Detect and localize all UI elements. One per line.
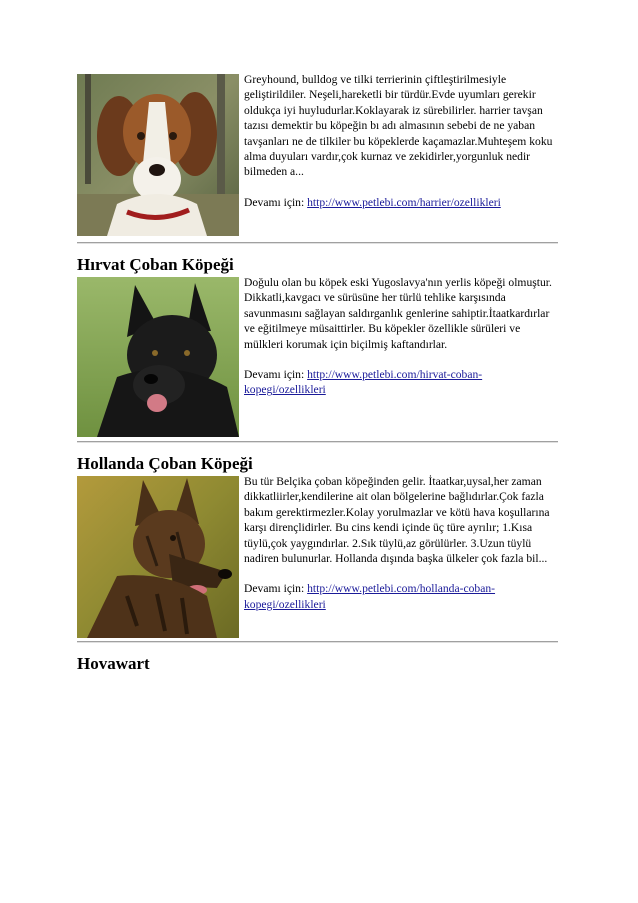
breed-entry-hirvat [77,255,558,440]
hovawart-title: Hovawart [77,654,150,673]
breed-entry-hovawart [77,654,558,678]
harrier-more-label: Devamı için: [244,195,308,209]
hirvat-description: Doğulu olan bu köpek eski Yugoslavya'nın yerlis köpeği olmuştur. Dikkatli,kavgacı ve sürüsüne her türlü tehlike karşısında savunmasını sağlayan saldırganlık genlerine sahiptir.İtaatkardırlar ve eğitilmeye müsaittirler. Bu köpekler özellikle sürüleri ve mülkleri korumak için biçilmiş kaftandırlar. [244,276,552,351]
hollanda-more-link[interactable]: http://www.petlebi.com/hollanda-coban-kopegi/ozellikleri [244,582,496,611]
hirvat-description-block [244,275,562,398]
harrier-dog-photo [77,74,239,236]
separator-rule [77,441,558,443]
brindle-shepherd-dog-icon [77,476,239,638]
black-shepherd-dog-icon [77,277,239,437]
breed-entry-harrier [77,72,558,240]
separator-rule [77,641,558,643]
separator-rule [77,242,558,244]
beagle-harrier-dog-icon [77,74,239,236]
hollanda-dog-photo [77,476,239,638]
hollanda-description: Bu tür Belçika çoban köpeğinden gelir. İtaatkar,uysal,her zaman dikkatliirler,kendilerine ait olan bölgelerine bağlıdırlar.Çok fazla bakım gerektirmezler.Kolay yorulmazlar ve kötü hava koşullarına karşı dirençlidirler. Bu cins kendi içinde üç türe ayrılır; 1.Kısa tüylü,çok yaygındırlar. 2.Sık tüylü,az görülürler. 3.Uzun tüylü nadiren bulunurlar. Hollanda dışında başka ülkeler çok fazla bil... [244,475,550,566]
harrier-more-link[interactable]: http://www.petlebi.com/harrier/ozellikleri [307,195,501,209]
harrier-description-block [244,72,562,210]
hirvat-more-label: Devamı için: [244,368,308,382]
hirvat-title: Hırvat Çoban Köpeği [77,255,234,274]
hirvat-more-line [244,367,562,398]
breed-entry-hollanda [77,454,558,640]
hollanda-title: Hollanda Çoban Köpeği [77,454,253,473]
hirvat-dog-photo [77,277,239,437]
harrier-description: Greyhound, bulldog ve tilki terrierinin çiftleştirilmesiyle geliştirildiler. Neşeli,hareketli bir türdür.Evde uyumları gerekir oldukça iyi huyludurlar.Koklayarak iz sürebilirler. harrier tavşan tazısı demektir bu köpeğin bı adı almasının sebebi de ne yaban tavşanları ne de tilkiler bu köpeklerde kaçamazlar.Muhteşem koku alma duyuları vardır,çok kurnaz ve zekidirler,yorgunluk nedir bilmeden a... [244,73,553,179]
hollanda-more-line [244,581,562,612]
hollanda-description-block [244,474,562,612]
harrier-more-line [244,195,562,210]
hollanda-more-label: Devamı için: [244,582,308,596]
hirvat-more-link[interactable]: http://www.petlebi.com/hirvat-coban-kopegi/ozellikleri [244,368,483,397]
